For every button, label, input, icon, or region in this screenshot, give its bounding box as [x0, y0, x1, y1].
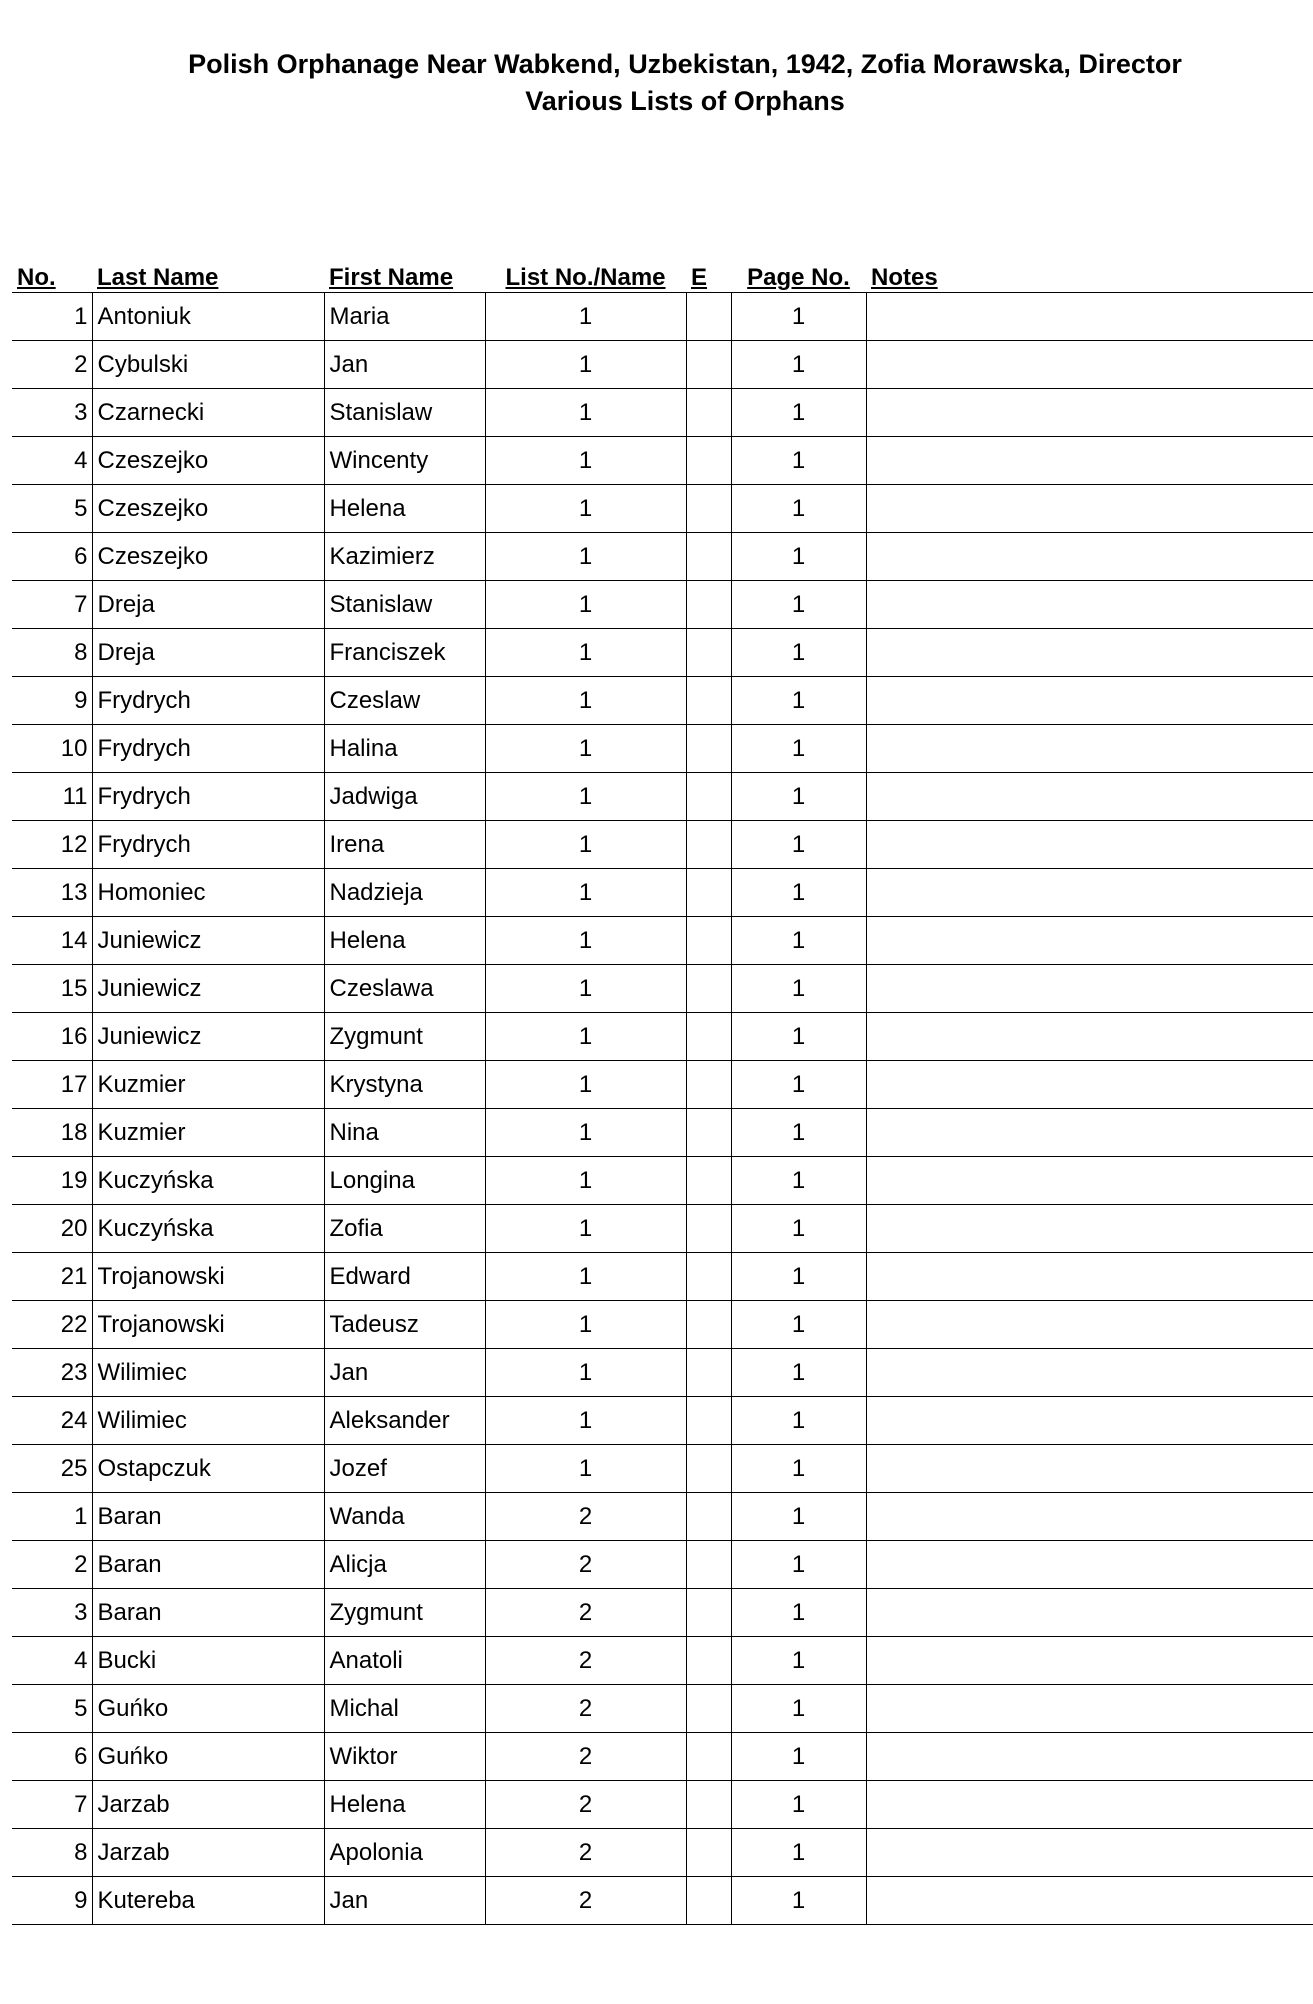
header-last-name: Last Name: [92, 256, 324, 293]
cell-first-name: Kazimierz: [324, 533, 485, 581]
cell-notes: [866, 1013, 1313, 1061]
cell-notes: [866, 341, 1313, 389]
cell-page-no: 1: [731, 917, 866, 965]
title-line-2: Various Lists of Orphans: [525, 86, 845, 116]
cell-page-no: 1: [731, 1685, 866, 1733]
cell-last-name: Wilimiec: [92, 1349, 324, 1397]
table-row: [12, 1253, 1313, 1301]
header-notes: Notes: [866, 256, 1313, 293]
cell-list-no: 1: [485, 677, 686, 725]
cell-page-no: 1: [731, 965, 866, 1013]
cell-no: 9: [12, 1877, 92, 1925]
cell-page-no: 1: [731, 1253, 866, 1301]
cell-list-no: 1: [485, 581, 686, 629]
cell-no: 12: [12, 821, 92, 869]
cell-no: 9: [12, 677, 92, 725]
orphan-list-table: [12, 256, 1313, 1925]
cell-last-name: Czeszejko: [92, 485, 324, 533]
cell-no: 13: [12, 869, 92, 917]
cell-e: [686, 1829, 731, 1877]
cell-last-name: Kuczyńska: [92, 1157, 324, 1205]
cell-notes: [866, 1781, 1313, 1829]
cell-last-name: Juniewicz: [92, 965, 324, 1013]
table-row: [12, 341, 1313, 389]
table-row: [12, 1013, 1313, 1061]
cell-notes: [866, 533, 1313, 581]
cell-e: [686, 725, 731, 773]
cell-no: 22: [12, 1301, 92, 1349]
cell-no: 1: [12, 293, 92, 341]
cell-list-no: 1: [485, 1349, 686, 1397]
cell-notes: [866, 1493, 1313, 1541]
table-row: [12, 821, 1313, 869]
cell-no: 4: [12, 437, 92, 485]
cell-list-no: 1: [485, 821, 686, 869]
cell-e: [686, 1493, 731, 1541]
cell-first-name: Apolonia: [324, 1829, 485, 1877]
cell-last-name: Frydrych: [92, 725, 324, 773]
cell-last-name: Frydrych: [92, 677, 324, 725]
cell-e: [686, 1109, 731, 1157]
cell-no: 2: [12, 341, 92, 389]
cell-no: 15: [12, 965, 92, 1013]
cell-first-name: Krystyna: [324, 1061, 485, 1109]
table-row: [12, 1877, 1313, 1925]
cell-list-no: 1: [485, 869, 686, 917]
cell-first-name: Czeslaw: [324, 677, 485, 725]
cell-page-no: 1: [731, 341, 866, 389]
cell-page-no: 1: [731, 1589, 866, 1637]
cell-last-name: Trojanowski: [92, 1253, 324, 1301]
cell-list-no: 1: [485, 1397, 686, 1445]
cell-last-name: Trojanowski: [92, 1301, 324, 1349]
cell-notes: [866, 1685, 1313, 1733]
cell-no: 8: [12, 629, 92, 677]
cell-notes: [866, 437, 1313, 485]
cell-e: [686, 1637, 731, 1685]
table-row: [12, 1397, 1313, 1445]
cell-page-no: 1: [731, 1541, 866, 1589]
cell-no: 5: [12, 485, 92, 533]
cell-notes: [866, 821, 1313, 869]
cell-no: 20: [12, 1205, 92, 1253]
cell-last-name: Czarnecki: [92, 389, 324, 437]
cell-list-no: 1: [485, 1445, 686, 1493]
table-row: [12, 1589, 1313, 1637]
cell-first-name: Jan: [324, 341, 485, 389]
cell-page-no: 1: [731, 533, 866, 581]
cell-last-name: Homoniec: [92, 869, 324, 917]
cell-page-no: 1: [731, 1109, 866, 1157]
cell-page-no: 1: [731, 869, 866, 917]
cell-notes: [866, 1301, 1313, 1349]
table-row: [12, 389, 1313, 437]
table-row: [12, 1061, 1313, 1109]
cell-no: 3: [12, 1589, 92, 1637]
cell-page-no: 1: [731, 1397, 866, 1445]
cell-e: [686, 1253, 731, 1301]
cell-first-name: Zygmunt: [324, 1589, 485, 1637]
cell-first-name: Zygmunt: [324, 1013, 485, 1061]
cell-e: [686, 533, 731, 581]
cell-first-name: Helena: [324, 1781, 485, 1829]
cell-first-name: Franciszek: [324, 629, 485, 677]
cell-list-no: 1: [485, 1253, 686, 1301]
cell-last-name: Juniewicz: [92, 1013, 324, 1061]
cell-e: [686, 581, 731, 629]
cell-list-no: 1: [485, 1301, 686, 1349]
cell-first-name: Stanislaw: [324, 389, 485, 437]
table-row: [12, 1349, 1313, 1397]
cell-no: 21: [12, 1253, 92, 1301]
cell-e: [686, 1013, 731, 1061]
cell-first-name: Jadwiga: [324, 773, 485, 821]
cell-list-no: 1: [485, 629, 686, 677]
cell-first-name: Maria: [324, 293, 485, 341]
cell-notes: [866, 1109, 1313, 1157]
cell-list-no: 1: [485, 533, 686, 581]
table-row: [12, 1493, 1313, 1541]
cell-list-no: 2: [485, 1685, 686, 1733]
cell-e: [686, 1061, 731, 1109]
cell-last-name: Kutereba: [92, 1877, 324, 1925]
cell-page-no: 1: [731, 773, 866, 821]
cell-e: [686, 917, 731, 965]
cell-notes: [866, 1445, 1313, 1493]
header-page-no: Page No.: [731, 256, 866, 293]
table-row: [12, 1637, 1313, 1685]
cell-first-name: Longina: [324, 1157, 485, 1205]
cell-first-name: Wincenty: [324, 437, 485, 485]
cell-list-no: 1: [485, 1109, 686, 1157]
cell-no: 3: [12, 389, 92, 437]
cell-no: 7: [12, 581, 92, 629]
header-no: No.: [12, 256, 92, 293]
cell-first-name: Michal: [324, 1685, 485, 1733]
cell-list-no: 1: [485, 1061, 686, 1109]
cell-list-no: 2: [485, 1829, 686, 1877]
cell-page-no: 1: [731, 293, 866, 341]
cell-e: [686, 1349, 731, 1397]
cell-first-name: Zofia: [324, 1205, 485, 1253]
cell-last-name: Bucki: [92, 1637, 324, 1685]
cell-last-name: Baran: [92, 1589, 324, 1637]
cell-list-no: 1: [485, 485, 686, 533]
cell-list-no: 1: [485, 725, 686, 773]
cell-list-no: 2: [485, 1733, 686, 1781]
table-row: [12, 1733, 1313, 1781]
cell-no: 25: [12, 1445, 92, 1493]
cell-list-no: 2: [485, 1541, 686, 1589]
cell-e: [686, 1733, 731, 1781]
cell-notes: [866, 1253, 1313, 1301]
table-row: [12, 1445, 1313, 1493]
cell-e: [686, 1685, 731, 1733]
cell-list-no: 1: [485, 1205, 686, 1253]
cell-last-name: Antoniuk: [92, 293, 324, 341]
header-first-name: First Name: [324, 256, 485, 293]
cell-no: 10: [12, 725, 92, 773]
header-list-no-name: List No./Name: [485, 256, 686, 293]
cell-no: 24: [12, 1397, 92, 1445]
table-row: [12, 485, 1313, 533]
header-e: E: [686, 256, 731, 293]
cell-no: 11: [12, 773, 92, 821]
cell-list-no: 1: [485, 1013, 686, 1061]
cell-first-name: Irena: [324, 821, 485, 869]
cell-last-name: Jarzab: [92, 1781, 324, 1829]
cell-first-name: Edward: [324, 1253, 485, 1301]
table-row: [12, 1157, 1313, 1205]
cell-notes: [866, 1637, 1313, 1685]
cell-last-name: Kuzmier: [92, 1109, 324, 1157]
cell-page-no: 1: [731, 389, 866, 437]
cell-last-name: Juniewicz: [92, 917, 324, 965]
cell-page-no: 1: [731, 1445, 866, 1493]
cell-no: 4: [12, 1637, 92, 1685]
cell-e: [686, 389, 731, 437]
cell-notes: [866, 485, 1313, 533]
table-row: [12, 1109, 1313, 1157]
cell-no: 5: [12, 1685, 92, 1733]
cell-page-no: 1: [731, 1829, 866, 1877]
cell-first-name: Jozef: [324, 1445, 485, 1493]
cell-no: 8: [12, 1829, 92, 1877]
cell-first-name: Jan: [324, 1349, 485, 1397]
cell-page-no: 1: [731, 1013, 866, 1061]
cell-last-name: Guńko: [92, 1733, 324, 1781]
cell-page-no: 1: [731, 1637, 866, 1685]
cell-list-no: 1: [485, 293, 686, 341]
cell-list-no: 1: [485, 341, 686, 389]
cell-page-no: 1: [731, 677, 866, 725]
cell-last-name: Czeszejko: [92, 437, 324, 485]
table-row: [12, 1685, 1313, 1733]
cell-last-name: Kuczyńska: [92, 1205, 324, 1253]
cell-page-no: 1: [731, 1781, 866, 1829]
cell-page-no: 1: [731, 581, 866, 629]
cell-e: [686, 1781, 731, 1829]
cell-no: 1: [12, 1493, 92, 1541]
cell-e: [686, 1157, 731, 1205]
cell-first-name: Nadziеja: [324, 869, 485, 917]
table-row: [12, 725, 1313, 773]
cell-notes: [866, 1589, 1313, 1637]
cell-last-name: Cybulski: [92, 341, 324, 389]
table-row: [12, 629, 1313, 677]
cell-notes: [866, 869, 1313, 917]
cell-page-no: 1: [731, 725, 866, 773]
cell-notes: [866, 773, 1313, 821]
cell-list-no: 2: [485, 1637, 686, 1685]
cell-page-no: 1: [731, 1301, 866, 1349]
cell-notes: [866, 1349, 1313, 1397]
cell-e: [686, 1445, 731, 1493]
cell-first-name: Helena: [324, 485, 485, 533]
cell-first-name: Aleksander: [324, 1397, 485, 1445]
table-header: [12, 256, 1313, 293]
cell-no: 14: [12, 917, 92, 965]
cell-e: [686, 437, 731, 485]
table-row: [12, 1781, 1313, 1829]
cell-list-no: 1: [485, 965, 686, 1013]
cell-e: [686, 1541, 731, 1589]
cell-last-name: Dreja: [92, 581, 324, 629]
cell-no: 18: [12, 1109, 92, 1157]
cell-e: [686, 677, 731, 725]
cell-list-no: 1: [485, 773, 686, 821]
cell-e: [686, 821, 731, 869]
cell-notes: [866, 1733, 1313, 1781]
cell-page-no: 1: [731, 629, 866, 677]
cell-notes: [866, 1829, 1313, 1877]
cell-e: [686, 965, 731, 1013]
cell-last-name: Baran: [92, 1493, 324, 1541]
cell-notes: [866, 725, 1313, 773]
cell-list-no: 1: [485, 437, 686, 485]
table-row: [12, 677, 1313, 725]
cell-page-no: 1: [731, 1205, 866, 1253]
cell-first-name: Alicja: [324, 1541, 485, 1589]
cell-page-no: 1: [731, 1349, 866, 1397]
cell-list-no: 2: [485, 1877, 686, 1925]
cell-first-name: Stanislaw: [324, 581, 485, 629]
table-row: [12, 1301, 1313, 1349]
cell-e: [686, 1397, 731, 1445]
document-title: [0, 46, 1313, 120]
cell-no: 19: [12, 1157, 92, 1205]
cell-no: 2: [12, 1541, 92, 1589]
cell-notes: [866, 1061, 1313, 1109]
cell-list-no: 2: [485, 1781, 686, 1829]
cell-e: [686, 869, 731, 917]
cell-first-name: Wanda: [324, 1493, 485, 1541]
table-row: [12, 869, 1313, 917]
cell-first-name: Helena: [324, 917, 485, 965]
cell-last-name: Kuzmier: [92, 1061, 324, 1109]
table-row: [12, 965, 1313, 1013]
cell-page-no: 1: [731, 485, 866, 533]
header-row: [12, 256, 1313, 293]
table-row: [12, 773, 1313, 821]
cell-notes: [866, 389, 1313, 437]
cell-first-name: Nina: [324, 1109, 485, 1157]
cell-list-no: 1: [485, 389, 686, 437]
cell-first-name: Wiktor: [324, 1733, 485, 1781]
cell-e: [686, 1205, 731, 1253]
cell-last-name: Frydrych: [92, 821, 324, 869]
table-row: [12, 581, 1313, 629]
cell-no: 23: [12, 1349, 92, 1397]
table-row: [12, 293, 1313, 341]
title-line-1: Polish Orphanage Near Wabkend, Uzbekistan, 1942, Zofia Morawska, Director: [188, 49, 1182, 79]
cell-no: 6: [12, 533, 92, 581]
cell-e: [686, 773, 731, 821]
cell-notes: [866, 917, 1313, 965]
cell-notes: [866, 965, 1313, 1013]
cell-last-name: Jarzab: [92, 1829, 324, 1877]
cell-list-no: 1: [485, 917, 686, 965]
cell-e: [686, 341, 731, 389]
cell-list-no: 1: [485, 1157, 686, 1205]
cell-notes: [866, 293, 1313, 341]
cell-e: [686, 293, 731, 341]
cell-notes: [866, 1157, 1313, 1205]
cell-e: [686, 485, 731, 533]
cell-first-name: Halina: [324, 725, 485, 773]
cell-first-name: Czeslawa: [324, 965, 485, 1013]
cell-page-no: 1: [731, 437, 866, 485]
cell-last-name: Czeszejko: [92, 533, 324, 581]
cell-page-no: 1: [731, 1733, 866, 1781]
cell-notes: [866, 1541, 1313, 1589]
table-row: [12, 437, 1313, 485]
cell-page-no: 1: [731, 1157, 866, 1205]
cell-last-name: Guńko: [92, 1685, 324, 1733]
table-row: [12, 917, 1313, 965]
cell-notes: [866, 1397, 1313, 1445]
cell-notes: [866, 677, 1313, 725]
cell-no: 6: [12, 1733, 92, 1781]
cell-first-name: Jan: [324, 1877, 485, 1925]
table-body: [12, 293, 1313, 1925]
cell-e: [686, 629, 731, 677]
cell-notes: [866, 581, 1313, 629]
cell-first-name: Tadeusz: [324, 1301, 485, 1349]
cell-notes: [866, 1877, 1313, 1925]
cell-e: [686, 1877, 731, 1925]
cell-page-no: 1: [731, 1493, 866, 1541]
cell-page-no: 1: [731, 1877, 866, 1925]
cell-last-name: Wilimiec: [92, 1397, 324, 1445]
cell-last-name: Baran: [92, 1541, 324, 1589]
cell-no: 16: [12, 1013, 92, 1061]
table-row: [12, 1829, 1313, 1877]
cell-last-name: Dreja: [92, 629, 324, 677]
cell-list-no: 2: [485, 1589, 686, 1637]
cell-e: [686, 1589, 731, 1637]
cell-page-no: 1: [731, 1061, 866, 1109]
cell-last-name: Frydrych: [92, 773, 324, 821]
cell-no: 7: [12, 1781, 92, 1829]
table-row: [12, 1205, 1313, 1253]
cell-no: 17: [12, 1061, 92, 1109]
cell-first-name: Anatoli: [324, 1637, 485, 1685]
cell-last-name: Ostapczuk: [92, 1445, 324, 1493]
cell-notes: [866, 629, 1313, 677]
cell-notes: [866, 1205, 1313, 1253]
cell-e: [686, 1301, 731, 1349]
table-row: [12, 1541, 1313, 1589]
table-row: [12, 533, 1313, 581]
cell-page-no: 1: [731, 821, 866, 869]
cell-list-no: 2: [485, 1493, 686, 1541]
